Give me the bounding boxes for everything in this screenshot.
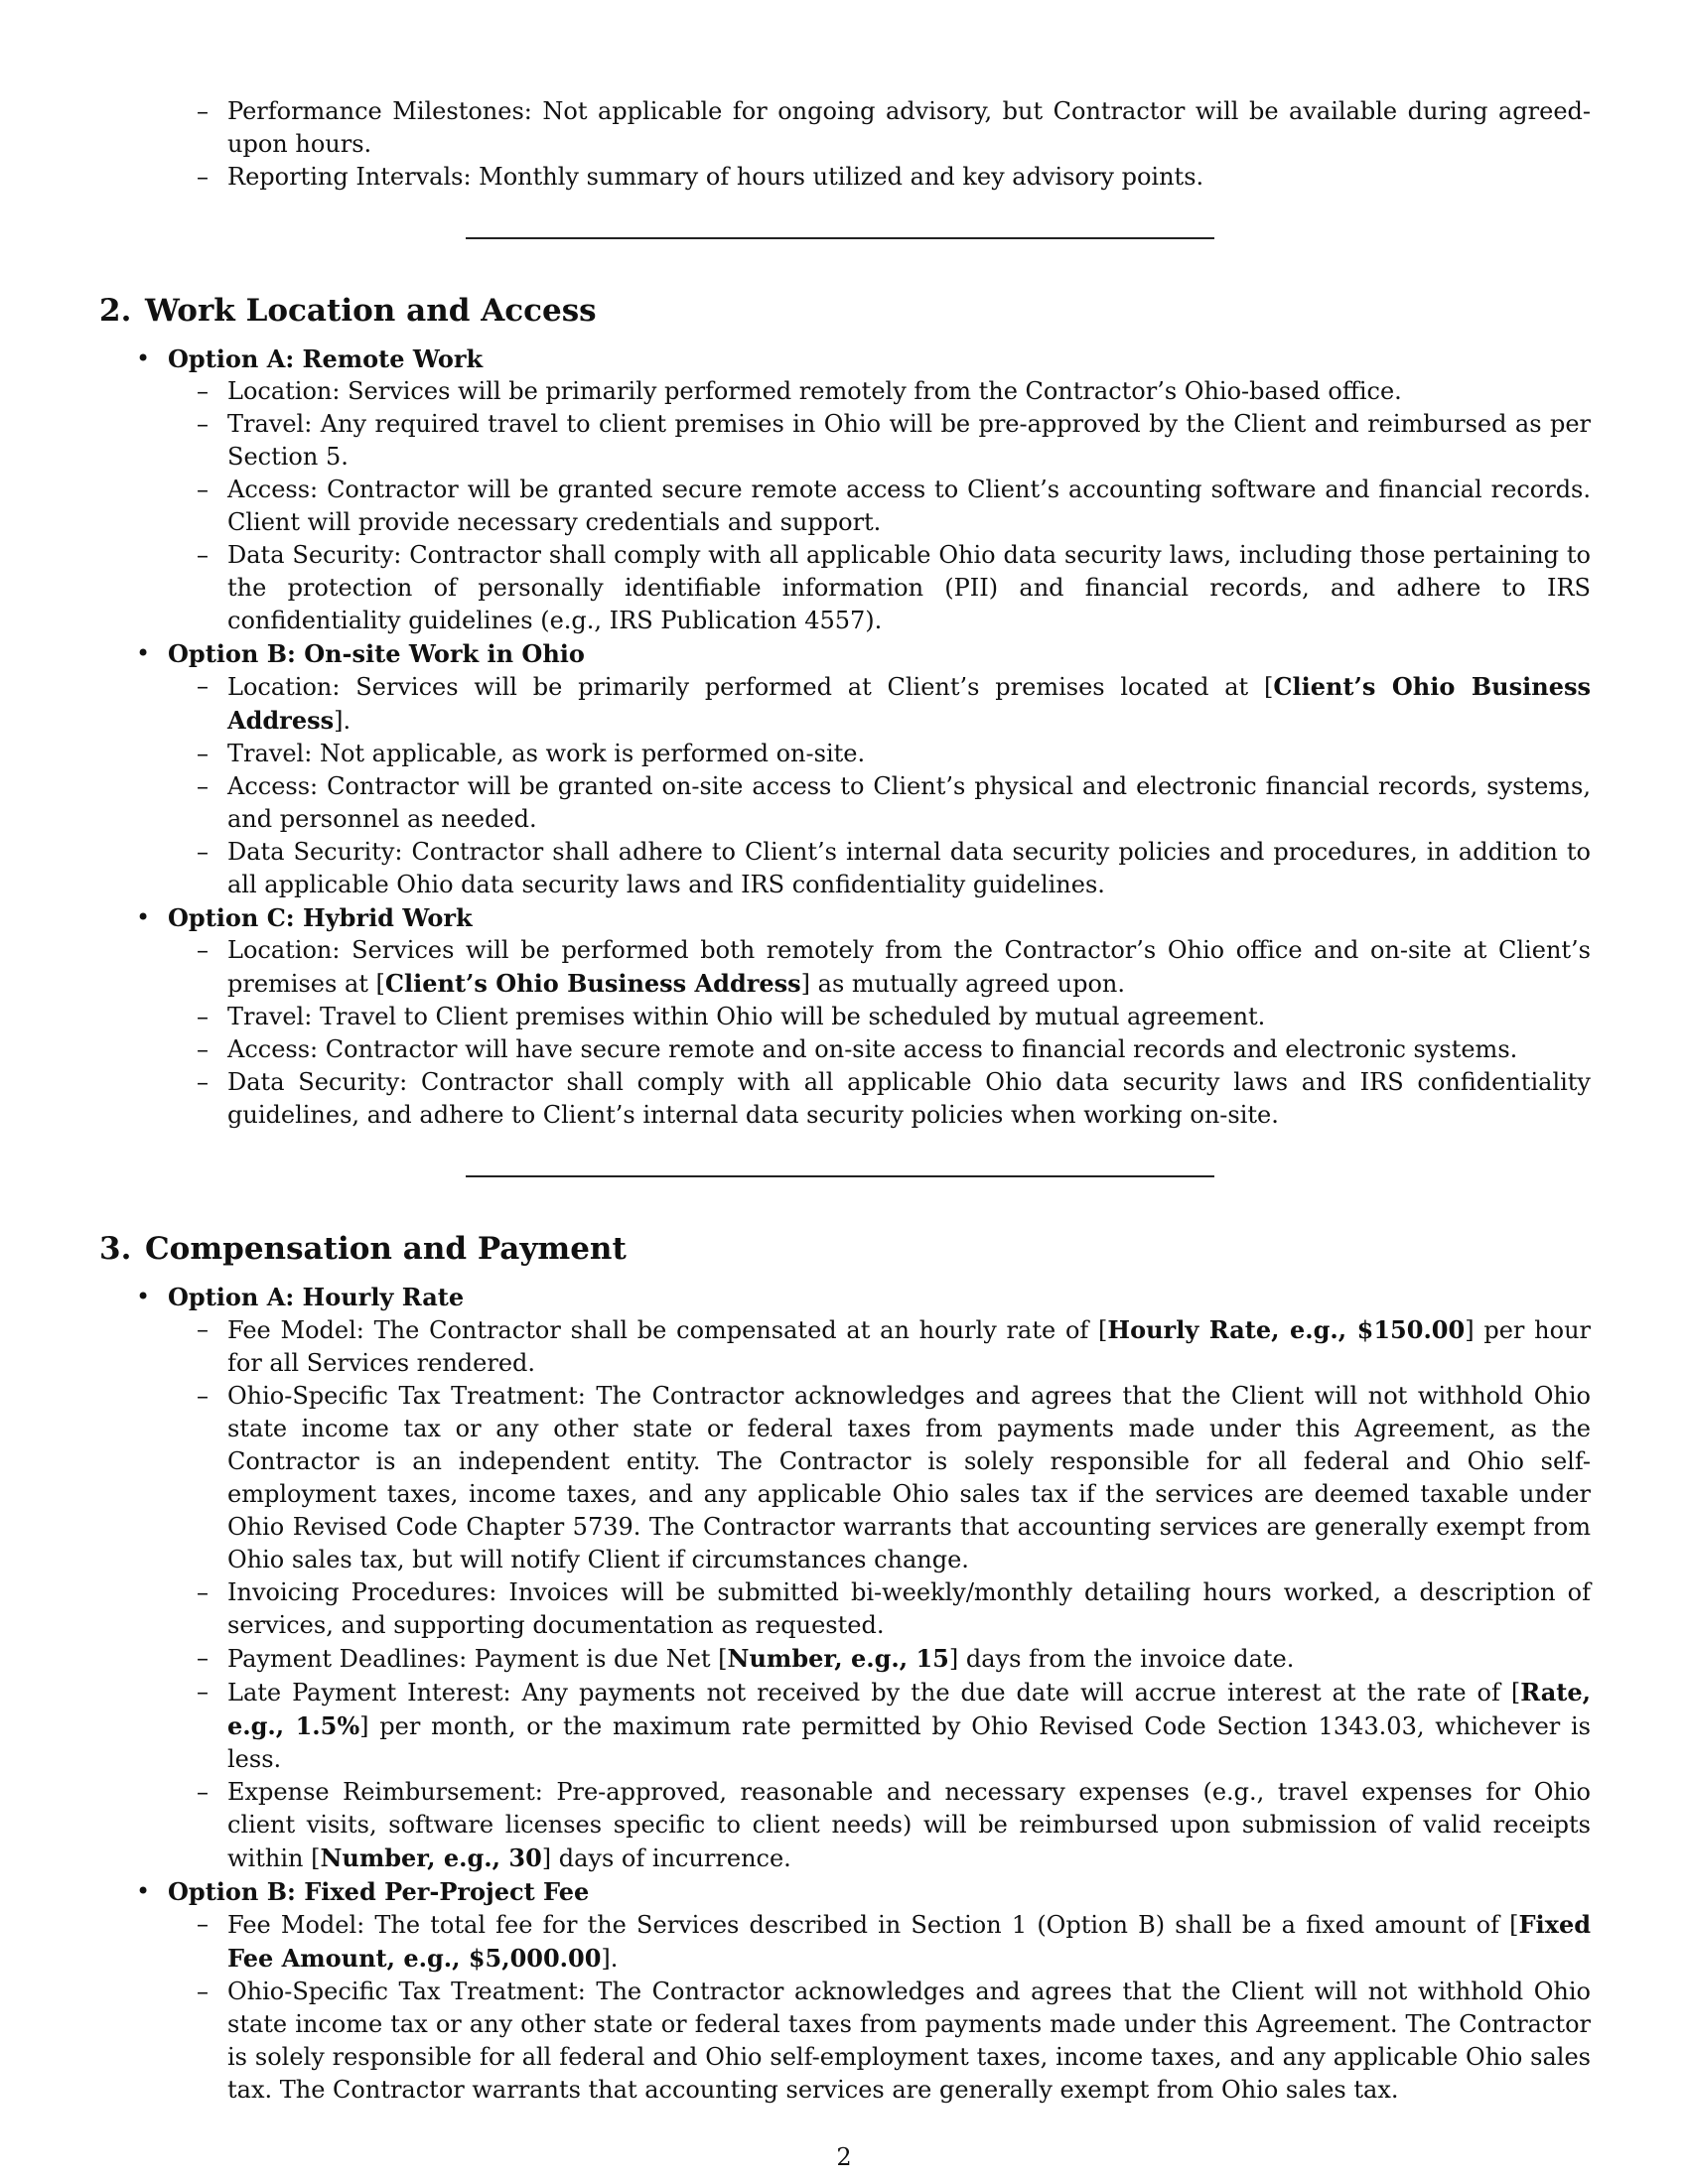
list-item: – Data Security: Contractor shall comply with all applicable Ohio data security laws, including those pertaining to the protection of personally identifiable information (PII) and financial records, and adhere to IRS confidentiality guidelines (e.g., IRS Publication 4557).: [99, 539, 1591, 637]
list-item: – Access: Contractor will have secure remote and on-site access to financial records and electronic systems.: [99, 1033, 1591, 1066]
placeholder-field: Number, e.g., 30: [320, 1843, 542, 1872]
item-text: Fee Model: The total fee for the Services described in Section 1 (Option B) shall be a fixed amount of [: [227, 1911, 1519, 1939]
item-text: Late Payment Interest: Any payments not received by the due date will accrue interest at the rate of [: [227, 1679, 1521, 1706]
list-item: [99, 1776, 1591, 1875]
list-item: [99, 934, 1591, 1001]
list-item: – Reporting Intervals: Monthly summary of hours utilized and key advisory points.: [99, 161, 1591, 194]
item-text: ].: [601, 1945, 619, 1973]
option-heading: • Option B: On-site Work in Ohio: [99, 637, 1591, 670]
section-heading-2: [99, 291, 1591, 331]
section-title: Compensation and Payment: [145, 1231, 627, 1267]
list-item: [99, 1908, 1591, 1976]
option-heading: • Option B: Fixed Per-Project Fee: [99, 1875, 1591, 1908]
list-item: [99, 1313, 1591, 1380]
item-text: Location: Services will be primarily performed at Client’s premises located at [: [227, 673, 1274, 701]
list-item: [99, 1676, 1591, 1776]
list-item: [99, 1642, 1591, 1676]
list-item: – Invoicing Procedures: Invoices will be submitted bi-weekly/monthly detailing hours worked, a description of services, and supporting documentation as requested.: [99, 1576, 1591, 1642]
item-text: ].: [334, 707, 352, 735]
placeholder-field: Hourly Rate, e.g., $150.00: [1107, 1315, 1466, 1344]
section-divider: [466, 1175, 1214, 1177]
item-text: ] days from the invoice date.: [948, 1645, 1295, 1673]
section-number: 3.: [99, 1231, 132, 1267]
section1-tail-list: [99, 95, 1591, 194]
placeholder-field: Rate, e.g., 1.5%: [227, 1678, 1591, 1740]
item-text: ] days of incurrence.: [541, 1844, 791, 1872]
list-item: – Location: Services will be primarily performed remotely from the Contractor’s Ohio-based office.: [99, 375, 1591, 408]
item-text: Fee Model: The Contractor shall be compensated at an hourly rate of [: [227, 1316, 1108, 1344]
section-number: 2.: [99, 293, 132, 329]
item-text: ] per hour for all Services rendered.: [227, 1316, 1591, 1377]
placeholder-field: Client’s Ohio Business Address: [384, 969, 801, 998]
list-item: – Access: Contractor will be granted on-site access to Client’s physical and electronic financial records, systems, and personnel as needed.: [99, 770, 1591, 836]
list-item: – Access: Contractor will be granted secure remote access to Client’s accounting software and financial records. Client will provide necessary credentials and support.: [99, 474, 1591, 539]
list-item: – Performance Milestones: Not applicable for ongoing advisory, but Contractor will be available during agreed-upon hours.: [99, 95, 1591, 161]
section-divider: [466, 237, 1214, 239]
document-page: [99, 95, 1591, 2107]
section-title: Work Location and Access: [145, 293, 597, 329]
item-text: Location: Services will be performed both remotely from the Contractor’s Ohio office and on-site at Client’s premises at [: [227, 936, 1591, 998]
option-heading: • Option A: Remote Work: [99, 342, 1591, 375]
section-heading-3: [99, 1229, 1591, 1269]
list-item: – Ohio-Specific Tax Treatment: The Contractor acknowledges and agrees that the Client will not withhold Ohio state income tax or any other state or federal taxes from payments made under this Agreement. The Contractor is solely responsible for all federal and Ohio self-employment taxes, income taxes, and any applicable Ohio sales tax. The Contractor warrants that accounting services are generally exempt from Ohio sales tax.: [99, 1976, 1591, 2107]
list-item: – Data Security: Contractor shall comply with all applicable Ohio data security laws and IRS confidentiality guidelines, and adhere to Client’s internal data security policies when working on-site.: [99, 1066, 1591, 1132]
option-heading: • Option C: Hybrid Work: [99, 901, 1591, 934]
option-heading: • Option A: Hourly Rate: [99, 1281, 1591, 1313]
list-item: [99, 670, 1591, 738]
placeholder-field: Number, e.g., 15: [727, 1644, 949, 1673]
placeholder-field: Client’s Ohio Business Address: [227, 672, 1591, 735]
list-item: – Ohio-Specific Tax Treatment: The Contractor acknowledges and agrees that the Client will not withhold Ohio state income tax or any other state or federal taxes from payments made under this Agreement, as the Contractor is an independent entity. The Contractor is solely responsible for all federal and Ohio self-employment taxes, income taxes, and any applicable Ohio sales tax if the services are deemed taxable under Ohio Revised Code Chapter 5739. The Contractor warrants that accounting services are generally exempt from Ohio sales tax, but will notify Client if circumstances change.: [99, 1380, 1591, 1576]
list-item: – Travel: Travel to Client premises within Ohio will be scheduled by mutual agreement.: [99, 1001, 1591, 1033]
item-text: ] as mutually agreed upon.: [800, 970, 1125, 998]
list-item: – Travel: Not applicable, as work is performed on-site.: [99, 738, 1591, 770]
placeholder-field: Fixed Fee Amount, e.g., $5,000.00: [227, 1910, 1591, 1973]
item-text: Payment Deadlines: Payment is due Net [: [227, 1645, 728, 1673]
page-number: 2: [836, 2143, 852, 2171]
list-item: – Travel: Any required travel to client premises in Ohio will be pre-approved by the Client and reimbursed as per Section 5.: [99, 408, 1591, 474]
item-text: Expense Reimbursement: Pre-approved, reasonable and necessary expenses (e.g., travel expenses for Ohio client visits, software licenses specific to client needs) will be reimbursed upon submission of valid receipts within [: [227, 1778, 1591, 1872]
list-item: – Data Security: Contractor shall adhere to Client’s internal data security policies and procedures, in addition to all applicable Ohio data security laws and IRS confidentiality guidelines.: [99, 836, 1591, 901]
item-text: ] per month, or the maximum rate permitted by Ohio Revised Code Section 1343.03, whichever is less.: [227, 1712, 1591, 1773]
